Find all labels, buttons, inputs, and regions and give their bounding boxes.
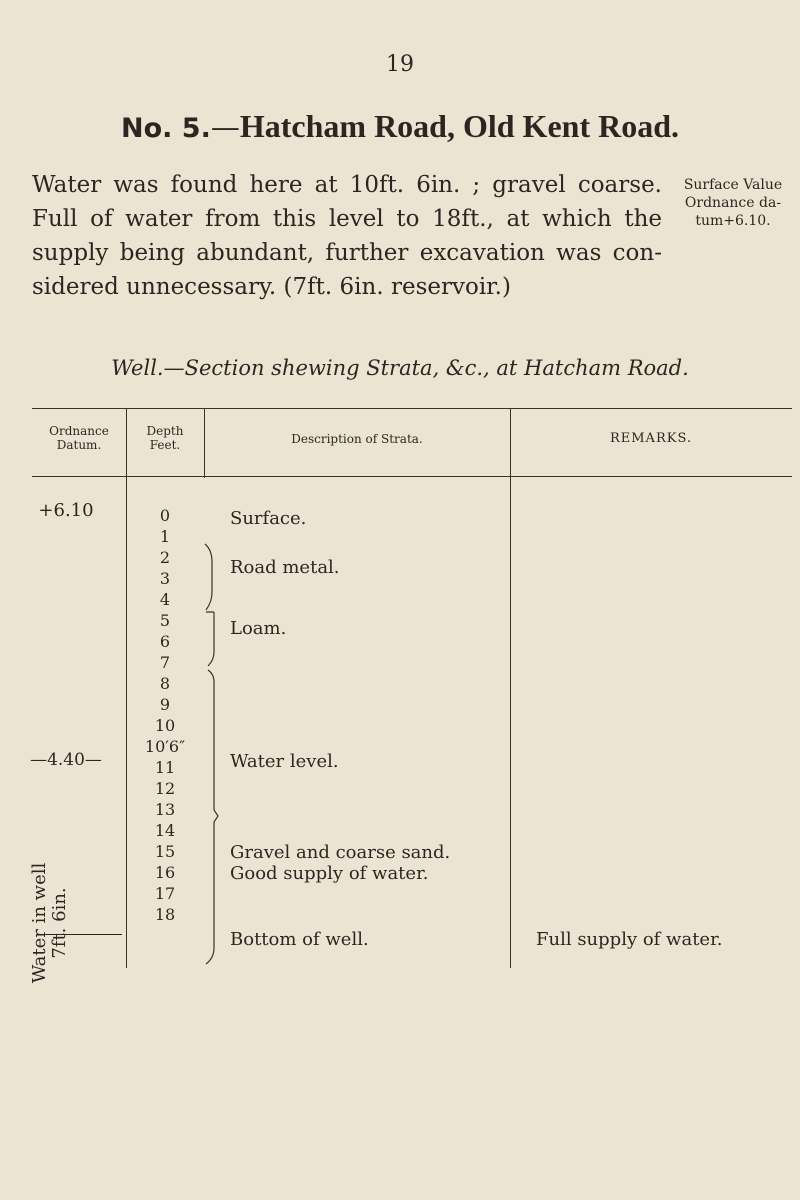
- paragraph-line: Full of water from this level to 18ft., at which the: [32, 206, 662, 232]
- water-in-well-label: Water in well 7ft. 6in.: [29, 862, 70, 984]
- header-description: Description of Strata.: [291, 432, 423, 446]
- depth-value: 4: [159, 590, 171, 609]
- depth-value: 15: [154, 842, 176, 861]
- depth-value: 14: [154, 821, 176, 840]
- paragraph-line: Water was found here at 10ft. 6in. ; gravel coarse.: [32, 172, 662, 198]
- page-number: 19: [386, 52, 414, 77]
- column-divider: [126, 408, 127, 968]
- depth-value: 3: [159, 569, 171, 588]
- title-name: Hatcham Road, Old Kent Road.: [239, 108, 679, 144]
- depth-value: 17: [154, 884, 176, 903]
- title-dash: —: [210, 110, 240, 144]
- page-title: [0, 108, 800, 145]
- strata-bottom: Bottom of well.: [230, 929, 369, 950]
- table-top-rule: [32, 408, 792, 409]
- depth-value: 10: [154, 716, 176, 735]
- datum-surface: +6.10: [38, 500, 94, 521]
- depth-value: 9: [159, 695, 171, 714]
- margin-note: [668, 176, 798, 230]
- table-caption: Well.—Section shewing Strata, &c., at Hatcham Road.: [111, 356, 689, 380]
- header-datum: Ordnance Datum.: [49, 424, 109, 452]
- depth-value: 11: [154, 758, 176, 777]
- remark-full-supply: Full supply of water.: [536, 929, 723, 950]
- datum-water-level: —4.40—: [30, 750, 102, 770]
- strata-surface: Surface.: [230, 508, 307, 529]
- depth-value: 13: [154, 800, 176, 819]
- depth-value: 18: [154, 905, 176, 924]
- strata-water-level: Water level.: [230, 751, 339, 772]
- table-header-rule: [32, 476, 792, 477]
- strata-bracket-lines: [200, 540, 230, 980]
- description-paragraph: [32, 168, 662, 304]
- depth-value: 16: [154, 863, 176, 882]
- strata-loam: Loam.: [230, 618, 287, 639]
- paragraph-line: supply being abundant, further excavation was con-: [32, 240, 662, 266]
- strata-road-metal: Road metal.: [230, 557, 340, 578]
- depth-value: 2: [159, 548, 171, 567]
- strata-good-supply: Good supply of water.: [230, 863, 429, 884]
- depth-value: 1: [159, 527, 171, 546]
- strata-gravel: Gravel and coarse sand.: [230, 842, 451, 863]
- depth-value: 12: [154, 779, 176, 798]
- margin-note-line: Surface Value: [683, 177, 783, 193]
- margin-note-line: Ordnance da-: [684, 195, 782, 211]
- margin-note-line: tum+6.10.: [695, 213, 771, 229]
- title-number: No. 5.: [121, 113, 211, 144]
- paragraph-line: sidered unnecessary. (7ft. 6in. reservoir.): [32, 274, 511, 300]
- depth-value: 6: [159, 632, 171, 651]
- depth-value: 7: [159, 653, 171, 672]
- depth-value: 5: [159, 611, 171, 630]
- column-divider: [510, 408, 511, 968]
- depth-value: 8: [159, 674, 171, 693]
- header-depth: Depth Feet.: [146, 424, 184, 452]
- header-remarks: REMARKS.: [609, 431, 693, 446]
- depth-value: 10′6″: [144, 737, 186, 756]
- depth-value: 0: [159, 506, 171, 525]
